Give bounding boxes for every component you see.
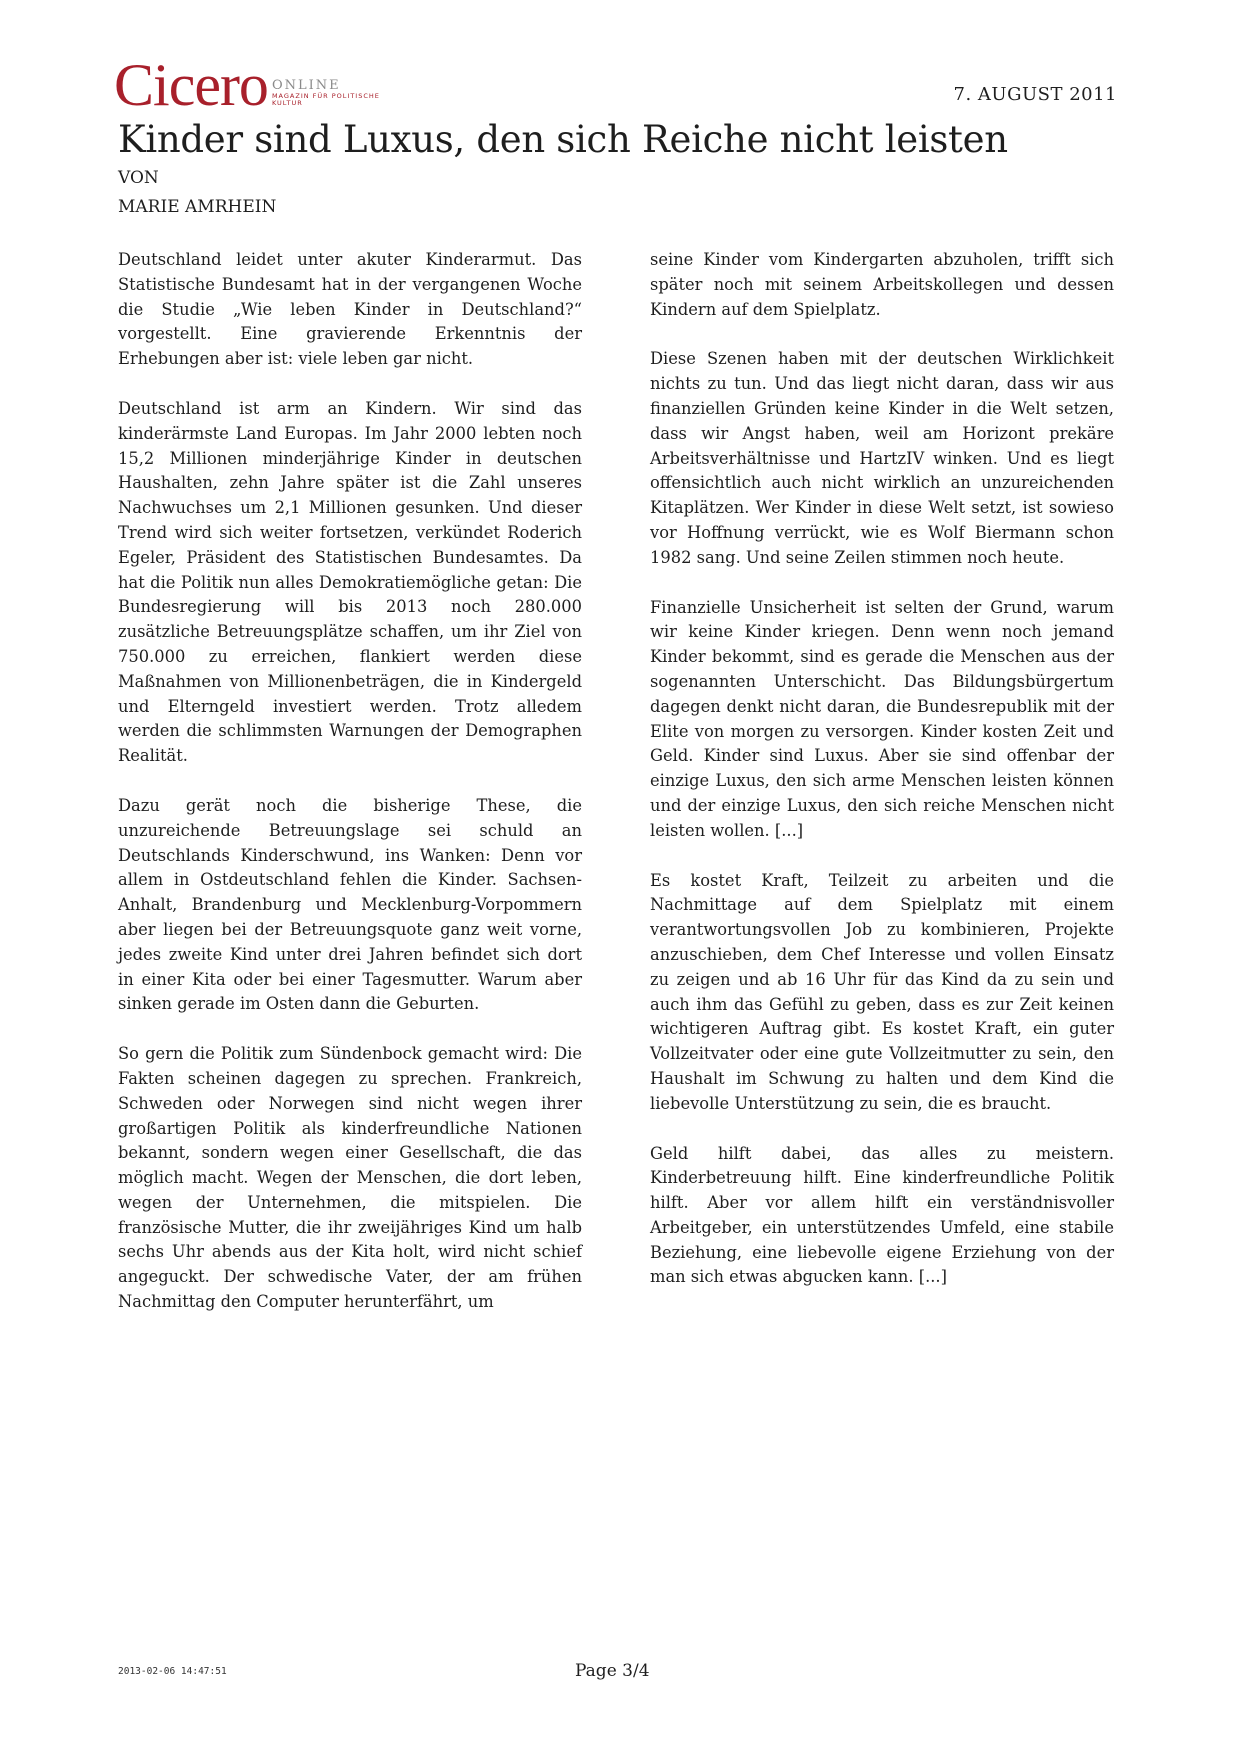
logo-subtitle	[272, 79, 382, 106]
article-paragraph: Dazu gerät noch die bisherige These, die unzureichende Betreuungslage sei schuld an Deutschlands Kinderschwund, ins Wanken: Denn vor allem in Ostdeutschland fehlen die Kinder. Sachsen-Anhalt, Brandenburg und Mecklenburg-Vorpommern aber liegen bei der Betreuungsquote ganz weit vorne, jedes zweite Kind unter drei Jahren befindet sich dort in einer Kita oder bei einer Tagesmutter. Warum aber sinken gerade im Osten dann die Geburten.	[118, 795, 582, 1014]
print-timestamp: 2013-02-06 14:47:51	[118, 1666, 227, 1677]
article-paragraph: Diese Szenen haben mit der deutschen Wirklichkeit nichts zu tun. Und das liegt nicht daran, dass wir aus finanziellen Gründen keine Kinder in die Welt setzen, dass wir Angst haben, weil am Horizont prekäre Arbeitsverhältnisse und HartzIV winken. Und es liegt offensichtlich auch nicht wirklich an unzureichenden Kitaplätzen. Wer Kinder in diese Welt setzt, ist sowieso vor Hoffnung verrückt, wie es Wolf Biermann schon 1982 sang. Und seine Zeilen stimmen noch heute.	[650, 349, 1114, 567]
cicero-logo	[114, 52, 382, 118]
logo-online-label: ONLINE	[271, 78, 341, 93]
byline-author: MARIE AMRHEIN	[118, 197, 277, 217]
article-paragraph: So gern die Politik zum Sündenbock gemacht wird: Die Fakten scheinen dagegen zu sprechen. Frankreich, Schweden oder Norwegen sind nicht wegen ihrer großartigen Politik als kinderfreundliche Nationen bekannt, sondern wegen einer Gesellschaft, die das möglich macht. Wegen der Menschen, die dort leben, wegen der Unternehmen, die mitspielen. Die französische Mutter, die ihr zweijähriges Kind um halb sechs Uhr abends aus der Kita holt, wird nicht schief angeguckt. Der schwedische Vater, der am frühen Nachmittag den Computer herunterfährt, um	[118, 1044, 582, 1312]
article-paragraph: seine Kinder vom Kindergarten abzuholen, trifft sich später noch mit seinem Arbeitskollegen und dessen Kindern auf dem Spielplatz.	[650, 250, 1114, 319]
article-paragraph: Deutschland ist arm an Kindern. Wir sind das kinderärmste Land Europas. Im Jahr 2000 lebten noch 15,2 Millionen minderjährige Kinder in deutschen Haushalten, zehn Jahre später ist die Zahl unseres Nachwuchses um 2,1 Millionen gesunken. Und dieser Trend wird sich weiter fortsetzen, verkündet Roderich Egeler, Präsident des Statistischen Bundesamtes. Da hat die Politik nun alles Demokratiemögliche getan: Die Bundesregierung will bis 2013 noch 280.000 zusätzliche Betreuungsplätze schaffen, um ihr Ziel von 750.000 zu erreichen, flankiert werden diese Maßnahmen von Millionenbeträgen, die in Kindergeld und Elterngeld investiert werden. Trotz alledem werden die schlimmsten Warnungen der Demographen Realität.	[118, 398, 582, 766]
article-paragraph: Geld hilft dabei, das alles zu meistern. Kinderbetreuung hilft. Eine kinderfreundliche Politik hilft. Aber vor allem hilft ein verständnisvoller Arbeitgeber, ein unterstützendes Umfeld, eine stabile Beziehung, eine liebevolle eigene Erziehung von der man sich etwas abgucken kann. [...]	[650, 1143, 1114, 1287]
article-title: Kinder sind Luxus, den sich Reiche nicht leisten	[118, 118, 1008, 161]
article-column-left	[118, 248, 582, 1340]
publication-date: 7. AUGUST 2011	[953, 84, 1117, 105]
logo-wordmark: Cicero	[114, 52, 268, 118]
article-paragraph: Finanzielle Unsicherheit ist selten der Grund, warum wir keine Kinder kriegen. Denn wenn noch jemand Kinder bekommt, sind es gerade die Menschen aus der sogenannten Unterschicht. Das Bildungsbürgertum dagegen denkt nicht daran, die Bundesrepublik mit der Elite von morgen zu versorgen. Kinder kosten Zeit und Geld. Kinder sind Luxus. Aber sie sind offenbar der einzige Luxus, den sich arme Menschen leisten können und der einzige Luxus, den sich reiche Menschen nicht leisten wollen. [...]	[650, 597, 1114, 840]
page-number: Page 3/4	[575, 1661, 650, 1681]
article-paragraph: Deutschland leidet unter akuter Kinderarmut. Das Statistische Bundesamt hat in der vergangenen Woche die Studie „Wie leben Kinder in Deutschland?“ vorgestellt. Eine gravierende Erkenntnis der Erhebungen aber ist: viele leben gar nicht.	[118, 250, 582, 369]
logo-tagline: MAGAZIN FÜR POLITISCHE KULTUR	[271, 92, 380, 107]
article-paragraph: Es kostet Kraft, Teilzeit zu arbeiten und die Nachmittage auf dem Spielplatz mit einem verantwortungsvollen Job zu kombinieren, Projekte anzuschieben, dem Chef Interesse und vollen Einsatz zu zeigen und ab 16 Uhr für das Kind da zu sein und auch ihm das Gefühl zu geben, dass es zur Zeit keinen wichtigeren Auftrag gibt. Es kostet Kraft, ein guter Vollzeitvater oder eine gute Vollzeitmutter zu sein, den Haushalt im Schwung zu halten und dem Kind die liebevolle Unterstützung zu sein, die es braucht.	[650, 870, 1114, 1113]
article-column-right	[650, 248, 1114, 1315]
byline-prefix: VON	[118, 168, 159, 188]
